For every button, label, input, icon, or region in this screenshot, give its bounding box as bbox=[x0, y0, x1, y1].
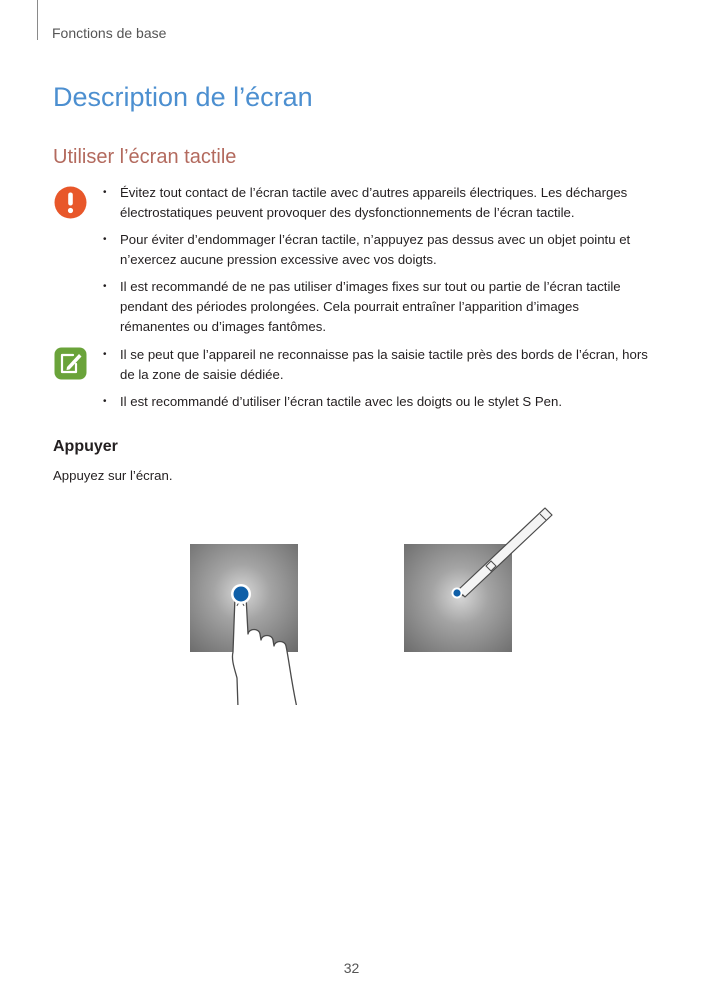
header-rule bbox=[37, 0, 38, 40]
caution-icon bbox=[54, 186, 87, 219]
finger-tap-illustration bbox=[185, 540, 315, 705]
caution-list bbox=[103, 183, 648, 344]
caution-item: • Il est recommandé de ne pas utiliser d’images fixes sur tout ou partie de l’écran tactile pendant des périodes prolongées. Cela pourrait entraîner l’apparition d’images rémanentes ou d’images fantômes. bbox=[103, 277, 648, 337]
gesture-heading: Appuyer bbox=[53, 438, 118, 455]
spen-tap-illustration bbox=[400, 500, 560, 660]
caution-item: • Pour éviter d’endommager l’écran tactile, n’appuyez pas dessus avec un objet pointu et n’exercez aucune pression excessive avec vos doigts. bbox=[103, 230, 648, 270]
caution-item: • Évitez tout contact de l’écran tactile avec d’autres appareils électriques. Les décharges électrostatiques peuvent provoquer des dysfonctionnements de l’écran tactile. bbox=[103, 183, 648, 223]
page-title: Description de l’écran bbox=[53, 82, 313, 112]
gesture-description: Appuyez sur l’écran. bbox=[53, 468, 173, 483]
page-number: 32 bbox=[343, 960, 360, 976]
note-list bbox=[103, 345, 648, 419]
section-label: Fonctions de base bbox=[52, 25, 167, 41]
section-subtitle: Utiliser l’écran tactile bbox=[53, 146, 237, 168]
note-item: • Il se peut que l’appareil ne reconnaisse pas la saisie tactile près des bords de l’écran, hors de la zone de saisie dédiée. bbox=[103, 345, 648, 385]
note-item: • Il est recommandé d’utiliser l’écran tactile avec les doigts ou le stylet S Pen. bbox=[103, 392, 648, 412]
note-icon bbox=[54, 347, 87, 380]
